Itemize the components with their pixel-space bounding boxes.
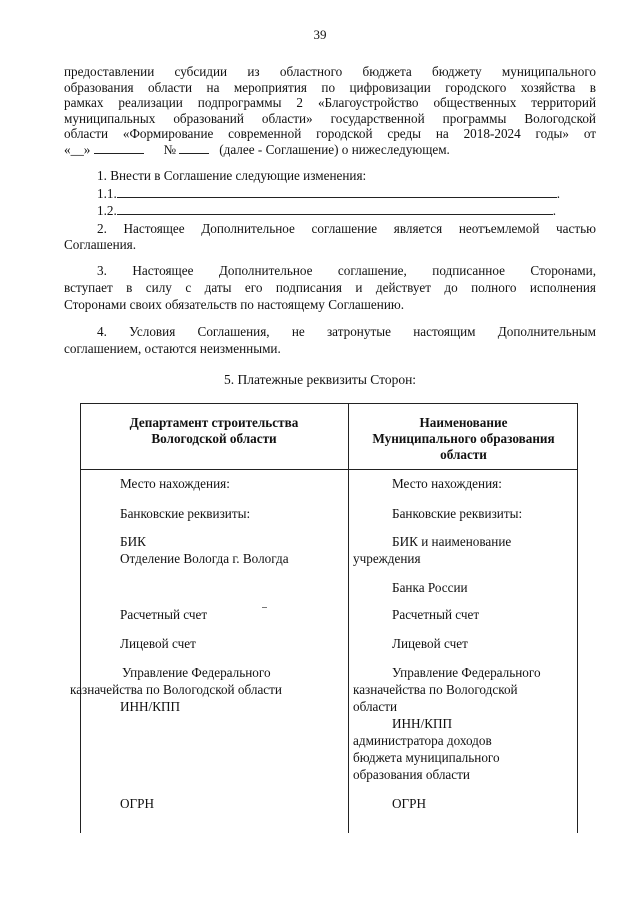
item-1-1 [97,186,597,202]
item-1-2 [97,203,597,219]
item-1-title: 1. Внести в Соглашение следующие изменения: [97,168,367,183]
item-3-line-1: 3. Настоящее Дополнительное соглашение, подписанное Сторонами, [97,263,596,278]
left-inn-kpp: ИНН/КПП [120,699,181,714]
item-1-2-line [117,203,553,215]
right-bik-line-2: учреждения [353,551,421,566]
table-left-border [80,403,81,833]
right-inn-kpp: ИНН/КПП [392,716,453,731]
item-1-1-line [117,186,557,198]
item-1-1-end: . [556,185,561,201]
item-2 [64,221,596,252]
right-header-line-3: области [440,447,487,462]
number-sign: № [163,141,177,157]
left-header-line-2: Вологодской области [151,431,277,446]
item-4-line-1: 4. Условия Соглашения, не затронутые настоящим Дополнительным [97,324,596,339]
right-header-line-1: Наименование [419,415,508,430]
table-middle-border [348,403,349,833]
requisites-table [70,403,578,833]
left-bik: БИК [120,534,146,549]
item-2-line-2: Соглашения. [64,236,137,252]
left-column-header [80,415,348,447]
item-4 [64,323,596,357]
item-3-line-2: вступает в силу с даты его подписания и действует до полного исполнения [64,280,596,295]
item-1-2-label: 1.2. [97,203,117,219]
right-column-header [349,415,578,463]
intro-paragraph [64,64,596,158]
right-location: Место нахождения: [392,476,502,491]
right-settlement-account: Расчетный счет [392,607,480,622]
table-top-border [80,403,578,404]
item-2-line-1: 2. Настоящее Дополнительное соглашение является неотъемлемой частью [97,221,596,236]
stray-mark [262,607,267,608]
intro-tail: (далее - Соглашение) о нижеследующем. [219,141,450,157]
item-1 [97,168,597,219]
blank-number-line [179,142,209,154]
left-location: Место нахождения: [120,476,230,491]
intro-line-4: муниципальных образований области» государственной программы Вологодской [64,110,596,126]
blank-month-line [94,142,144,154]
blank-day: __ [70,141,84,157]
right-admin-line-1: администратора доходов [353,733,492,748]
intro-line-5: области «Формирование современной городской среды на 2018-2024 годы» от [64,126,596,142]
item-1-2-end: . [552,203,557,219]
right-bik-line-1: БИК и наименование [392,534,512,549]
left-personal-account: Лицевой счет [120,636,196,651]
intro-line-3: рамках реализации подпрограммы 2 «Благоустройство общественных территорий [64,95,596,111]
left-treasury-line-1: Управление Федерального [122,665,271,680]
left-bank-details: Банковские реквизиты: [120,506,251,521]
table-header-rule [80,469,578,470]
quote-close: » [83,141,91,157]
item-3-line-3: Сторонами своих обязательств по настоящему Соглашению. [64,297,405,312]
left-ogrn: ОГРН [120,796,155,811]
intro-line-6 [64,142,596,158]
right-ogrn: ОГРН [392,796,427,811]
left-branch: Отделение Вологда г. Вологда [120,551,289,566]
left-settlement-account: Расчетный счет [120,607,208,622]
item-4-line-2: соглашением, остаются неизменными. [64,341,281,356]
table-right-border [577,403,578,833]
right-personal-account: Лицевой счет [392,636,468,651]
right-admin-line-2: бюджета муниципального [353,750,500,765]
right-admin-line-3: образования области [353,767,470,782]
left-header-line-1: Департамент строительства [129,415,299,430]
right-treasury-line-3: области [353,699,398,714]
left-treasury-line-2: казначейства по Вологодской области [70,682,282,697]
right-treasury-line-1: Управление Федерального [392,665,541,680]
intro-line-2: образования области на мероприятия по цифровизации городского хозяйства в [64,79,596,95]
right-header-line-2: Муниципального образования [372,431,555,446]
right-bank-russia: Банка России [392,580,468,595]
section-5-heading: 5. Платежные реквизиты Сторон: [223,372,417,387]
quote-open: « [64,141,71,157]
item-1-1-label: 1.1. [97,185,117,201]
intro-line-1: предоставлении субсидии из областного бюджета бюджету муниципального [64,64,596,79]
item-3 [64,262,596,313]
right-bank-details: Банковские реквизиты: [392,506,523,521]
page-number: 39 [313,27,327,42]
right-treasury-line-2: казначейства по Вологодской [353,682,518,697]
